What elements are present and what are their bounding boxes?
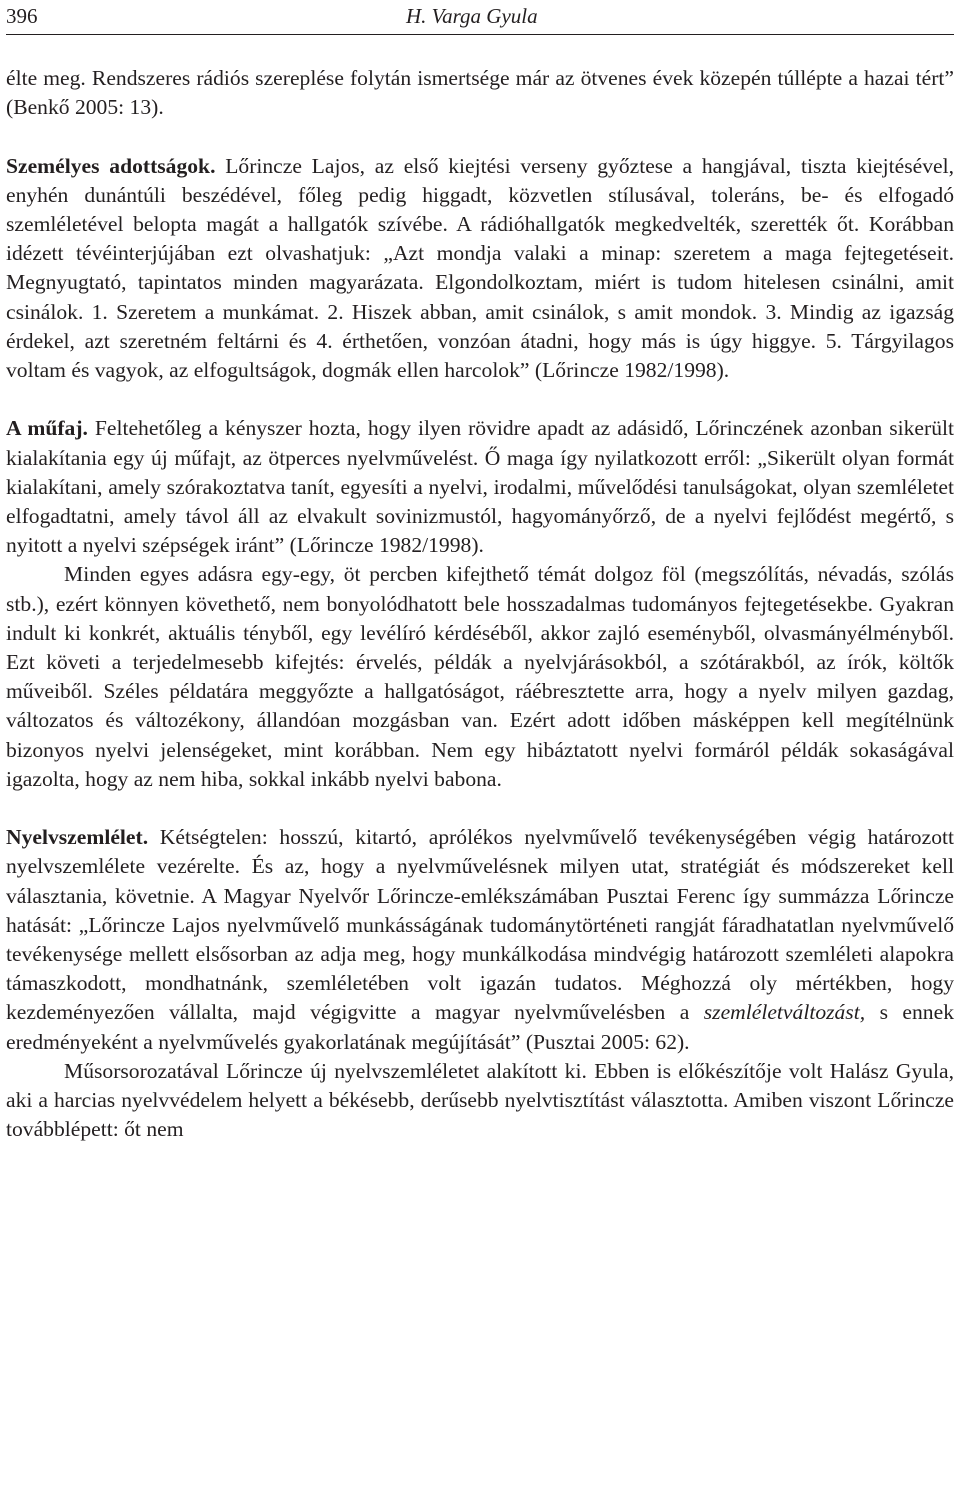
paragraph-personal-qualities	[6, 152, 954, 386]
paragraph-text: Műsorsorozatával Lőrincze új nyelvszemléletet alakított ki. Ebben is előkészítője volt Halász Gyula, aki a harcias nyelvvédelem helyett a békésebb, derűsebb nyelvtisztítást választotta. Amiben viszont Lőrincze továbblépett: őt nem	[6, 1058, 954, 1142]
paragraph-text: Feltehetőleg a kényszer hozta, hogy ilyen rövidre apadt az adásidő, Lőrinczének azonban sikerült kialakítania egy új műfajt, az ötperces nyelvművelést. Ő maga így nyilatkozott erről: „Sikerült olyan formát kialakítani, amely szórakoztatva tanít, egyesíti a nyelvi, irodalmi, művelődési tanulságokat, olyan szemléletet elfogadtatni, amely távol áll az elvakult sovinizmustól, hagyományőrző, de a nyelvi fejlődést megértő, s nyitott a nyelvi szépségek iránt” (Lőrincze 1982/1998).	[6, 416, 954, 558]
running-header	[6, 0, 954, 34]
header-rule	[6, 34, 954, 35]
paragraph-text: Kétségtelen: hosszú, kitartó, aprólékos nyelvművelő tevékenységében végig határozott nyelvszemlélete vezérelte. És az, hogy a nyelvművelésnek milyen utat, stratégiát és módszereket kell választania, követnie. A Magyar Nyelvőr Lőrincze-emlékszámában Pusztai Ferenc így summázza Lőrincze hatását: „Lőrincze Lajos nyelvművelő munkásságának tudománytörténeti rangját fáradhatatlan nyelvművelő tevékenysége mellett elsősorban az adja meg, hogy munkálkodása mindvégig határozott szemléleti alapokra támaszkodott, mondhatnánk, szemléletében volt igazán tudatos. Méghozzá oly mértékben, hogy kezdeményezően vállalta, majd végigvitte a magyar nyelvművelésben a	[6, 825, 954, 1025]
body-text	[6, 64, 954, 1144]
page-number: 396	[6, 4, 38, 28]
paragraph-program-series	[6, 1057, 954, 1145]
section-gap	[6, 385, 954, 414]
emphasized-term: szemléletváltozást,	[703, 1000, 866, 1025]
paragraph-text: élte meg. Rendszeres rádiós szereplése folytán ismertsége már az ötvenes évek közepén túllépte a hazai tért” (Benkő 2005: 13).	[6, 66, 954, 120]
running-title: H. Varga Gyula	[406, 4, 538, 28]
section-heading-personal-qualities: Személyes adottságok.	[6, 153, 216, 178]
book-page	[6, 0, 954, 1142]
paragraph-text: s ennek eredményeként a nyelvművelés gyakorlatának megújítását” (Pusztai 2005: 62).	[6, 1000, 954, 1054]
paragraph-genre	[6, 414, 954, 560]
section-gap	[6, 122, 954, 151]
section-gap	[6, 794, 954, 823]
paragraph-language-view	[6, 823, 954, 1057]
paragraph-text: Minden egyes adásra egy-egy, öt percben kifejthető témát dolgoz föl (megszólítás, névadás, szólás stb.), ezért könnyen követhető, nem bonyolódhatott bele hosszadalmas tudományos fejtegetésekbe. Gyakran indult ki konkrét, aktuális tényből, egy levélíró kérdéséből, akkor zajló eseményből, olvasmányélményből. Ezt követi a terjedelmesebb kifejtés: érvelés, példák a nyelvjárásokból, a szótárakból, az írók, költők műveiből. Széles példatára meggyőzte a hallgatóságot, ráébresztette arra, hogy a nyelv milyen gazdag, változatos és változékony, állandóan mozgásban van. Ezért adott időben másképpen kell megítélnünk bizonyos nyelvi jelenségeket, mint korábban. Nem egy hibáztatott nyelvi formáról példák sokaságával igazolta, hogy az nem hiba, sokkal inkább nyelvi babona.	[6, 562, 954, 791]
section-heading-genre: A műfaj.	[6, 416, 88, 441]
paragraph-text: Lőrincze Lajos, az első kiejtési verseny győztese a hangjával, tiszta kiejtésével, enyhén dunántúli beszédével, főleg pedig higgadt, közvetlen stílusával, toleráns, be- és elfogadó szemléletével belopta magát a hallgatók szívébe. A rádióhallgatók megkedvelték, szerették őt. Korábban idézett tévéinterjújában ezt olvashatjuk: „Azt mondja valaki a minap: szeretem a maga fejtegetéseit. Megnyugtató, tapintatos minden magyarázata. Elgondolkoztam, miért is tudom hitelesen csinálni, amit csinálok. 1. Szeretem a munkámat. 2. Hiszek abban, amit csinálok, s amit mondok. 3. Mindig az igazság érdekel, azt szeretném feltárni és 4. érthetően, vonzóan átadni, hogy más is úgy higgye. 5. Tárgyilagos voltam és vagyok, az elfogultságok, dogmák ellen harcolok” (Lőrincze 1982/1998).	[6, 153, 954, 383]
paragraph-continuation	[6, 64, 954, 122]
paragraph-broadcast-topics	[6, 560, 954, 794]
section-heading-language-view: Nyelvszemlélet.	[6, 825, 149, 850]
